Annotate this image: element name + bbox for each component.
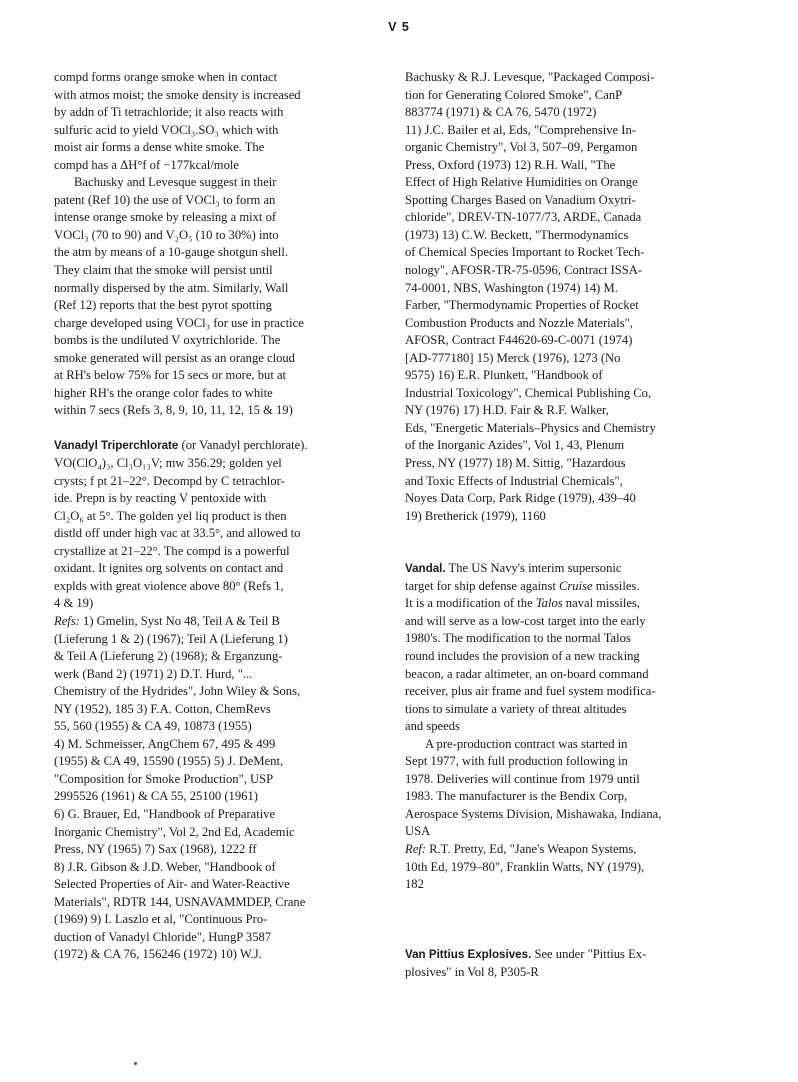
text-line: [AD-777180] 15) Merck (1976), 1273 (No: [405, 350, 621, 365]
text-line: (1955) & CA 49, 15590 (1955) 5) J. DeMent,: [54, 754, 284, 769]
text-line: ide. Prepn is by reacting V pentoxide with: [54, 491, 267, 506]
text-line: crysts; f pt 21–22°. Decompd by C tetrachlor-: [54, 473, 285, 488]
text-line: and will serve as a low-cost target into the early: [405, 613, 646, 628]
left-column: [54, 69, 366, 964]
text-line: A pre-production contract was started in: [425, 736, 628, 751]
text-line: Chemistry of the Hydrides", John Wiley & Sons,: [54, 684, 301, 699]
text-line: 883774 (1971) & CA 76, 5470 (1972): [405, 105, 597, 120]
text-line: 6) G. Brauer, Ed, "Handbook of Preparative: [54, 806, 276, 821]
text-line: [405, 595, 717, 613]
text-line: plosives" in Vol 8, P305-R: [405, 964, 539, 979]
text-line: Eds, "Energetic Materials–Physics and Chemistry: [405, 420, 656, 435]
text-line: 11) J.C. Bailer et al, Eds, "Comprehensive In-: [405, 122, 636, 137]
entry-title-rest: The US Navy's interim supersonic: [445, 561, 622, 576]
text-line: (1972) & CA 76, 156246 (1972) 10) W.J.: [54, 947, 262, 962]
text-line: by addn of Ti tetrachloride; it also reacts with: [54, 105, 284, 120]
text-line: werk (Band 2) (1971) 2) D.T. Hurd, "...: [54, 666, 253, 681]
italic-term: Cruise: [559, 578, 593, 593]
text-line: bombs is the undiluted V oxytrichloride. The: [54, 333, 281, 348]
text-line: Sept 1977, with full production following in: [405, 754, 628, 769]
text-line: 74-0001, NBS, Washington (1974) 14) M.: [405, 280, 618, 295]
text-line: and speeds: [405, 719, 460, 734]
entry-title: Van Pittius Explosives.: [405, 948, 532, 962]
text-line: 4 & 19): [54, 596, 94, 611]
text-line: Spotting Charges Based on Vanadium Oxytri-: [405, 192, 636, 207]
text-line: 19) Bretherick (1979), 1160: [405, 508, 546, 523]
text-line: "Composition for Smoke Production", USP: [54, 771, 274, 786]
text-line: and Toxic Effects of Industrial Chemicals",: [405, 473, 623, 488]
text-line: receiver, plus air frame and fuel system modifica-: [405, 684, 656, 699]
text-line: chloride", DREV-TN-1077/73, ARDE, Canada: [405, 210, 642, 225]
text-line: Industrial Toxicology", Chemical Publishing Co,: [405, 385, 652, 400]
text-line: USA: [405, 824, 431, 839]
page-number: V 5: [388, 20, 410, 34]
text-line: within 7 secs (Refs 3, 8, 9, 10, 11, 12, 15 & 19): [54, 403, 293, 418]
text-line: Bachusky & R.J. Levesque, "Packaged Composi-: [405, 70, 655, 84]
text-line: smoke generated will persist as an orange cloud: [54, 350, 295, 365]
text-segment: missiles.: [592, 578, 640, 593]
text-line: & Teil A (Lieferung 2) (1968); & Erganzung-: [54, 649, 283, 664]
text-line: They claim that the smoke will persist until: [54, 263, 273, 278]
text-line: VOCl₃ (70 to 90) and V₂O₅ (10 to 30%) into: [54, 227, 279, 242]
text-line: compd forms orange smoke when in contact: [54, 70, 278, 84]
text-line: NY (1976) 17) H.D. Fair & R.F. Walker,: [405, 403, 609, 418]
refs-line: [54, 613, 366, 631]
text-line: 4) M. Schmeisser, AngChem 67, 495 & 499: [54, 736, 276, 751]
text-line: charge developed using VOCl₃ for use in practice: [54, 315, 304, 330]
text-line: (1969) 9) I. Laszlo et al, "Continuous Pro-: [54, 912, 268, 927]
text-line: higher RH's the orange color fades to white: [54, 385, 273, 400]
text-line: 10th Ed, 1979–80", Franklin Watts, NY (1979),: [405, 859, 645, 874]
refs-line: [405, 841, 717, 859]
text-segment: naval missiles,: [562, 596, 640, 611]
text-line: Aerospace Systems Division, Mishawaka, Indiana,: [405, 806, 662, 821]
entry-title: Vanadyl Triperchlorate: [54, 439, 179, 453]
text-line: 1983. The manufacturer is the Bendix Corp,: [405, 789, 628, 804]
text-line: the atm by means of a 10-gauge shotgun shell.: [54, 245, 288, 260]
text-line: NY (1952), 185 3) F.A. Cotton, ChemRevs: [54, 701, 271, 716]
text-line: 8) J.R. Gibson & J.D. Weber, "Handbook of: [54, 859, 276, 874]
entry-heading-line: [54, 437, 366, 455]
text-line: 9575) 16) E.R. Plunkett, "Handbook of: [405, 368, 603, 383]
text-line: oxidant. It ignites org solvents on contact and: [54, 561, 284, 576]
italic-term: Talos: [535, 596, 563, 611]
text-line: crystallize at 21–22°. The compd is a powerful: [54, 543, 290, 558]
text-line: tion for Generating Colored Smoke", CanP: [405, 87, 623, 102]
refs-label: Refs:: [54, 613, 80, 628]
text-line: Press, Oxford (1973) 12) R.H. Wall, "The: [405, 157, 616, 172]
text-line: beacon, a radar altimeter, an on-board command: [405, 666, 649, 681]
text-line: (1973) 13) C.W. Beckett, "Thermodynamics: [405, 227, 629, 242]
text-line: VO(ClO₄)₃, Cl₃O₁₃V; mw 356.29; golden yel: [54, 456, 282, 471]
text-line: intense orange smoke by releasing a mixt of: [54, 210, 277, 225]
text-line: Selected Properties of Air- and Water-Reactive: [54, 877, 290, 892]
text-line: normally dispersed by the atm. Similarly, Wall: [54, 280, 289, 295]
text-line: moist air forms a dense white smoke. The: [54, 140, 265, 155]
text-line: Farber, "Thermodynamic Properties of Rocket: [405, 298, 639, 313]
text-line: Noyes Data Corp, Park Ridge (1979), 439–40: [405, 491, 636, 506]
text-line: compd has a ΔH°f of −177kcal/mole: [54, 157, 239, 172]
entry-heading-line: [405, 560, 717, 578]
text-line: [405, 578, 717, 596]
text-line: Inorganic Chemistry", Vol 2, 2nd Ed, Academic: [54, 824, 295, 839]
text-line: Bachusky and Levesque suggest in their: [74, 175, 277, 190]
entry-heading-line: [405, 946, 717, 964]
text-line: 2995526 (1961) & CA 55, 25100 (1961): [54, 789, 258, 804]
text-line: nology", AFOSR-TR-75-0596, Contract ISSA-: [405, 263, 643, 278]
entry-title: Vandal.: [405, 562, 446, 576]
text-line: at RH's below 75% for 15 secs or more, but at: [54, 368, 287, 383]
ref-text: R.T. Pretty, Ed, "Jane's Weapon Systems,: [425, 841, 637, 856]
text-line: duction of Vanadyl Chloride", HungP 3587: [54, 929, 272, 944]
text-line: 1978. Deliveries will continue from 1979 until: [405, 771, 640, 786]
entry-title-rest: See under "Pittius Ex-: [531, 947, 647, 962]
text-line: AFOSR, Contract F44620-69-C-0071 (1974): [405, 333, 633, 348]
text-line: Combustion Products and Nozzle Materials",: [405, 315, 633, 330]
text-line: of the Inorganic Azides", Vol 1, 43, Plenum: [405, 438, 625, 453]
text-line: with atmos moist; the smoke density is increased: [54, 87, 301, 102]
text-segment: It is a modification of the: [405, 596, 536, 611]
scan-speck: [134, 1062, 137, 1065]
entry-title-rest: (or Vanadyl perchlorate).: [178, 438, 308, 453]
text-line: 1980's. The modification to the normal Talos: [405, 631, 631, 646]
text-line: Cl₂O₆ at 5°. The golden yel liq product is then: [54, 508, 287, 523]
text-line: patent (Ref 10) the use of VOCl₃ to form an: [54, 192, 276, 207]
text-line: distld off under high vac at 33.5°, and allowed to: [54, 526, 301, 541]
text-line: Press, NY (1965) 7) Sax (1968), 1222 ff: [54, 842, 257, 857]
text-line: tions to simulate a variety of threat altitudes: [405, 701, 627, 716]
text-line: Effect of High Relative Humidities on Orange: [405, 175, 638, 190]
text-segment: target for ship defense against: [405, 578, 559, 593]
text-line: sulfuric acid to yield VOCl₃.SO₃ which with: [54, 122, 279, 137]
text-line: Materials", RDTR 144, USNAVAMMDEP, Crane: [54, 894, 306, 909]
refs-text: 1) Gmelin, Syst No 48, Teil A & Teil B: [79, 613, 280, 628]
ref-label: Ref:: [405, 841, 426, 856]
text-line: (Ref 12) reports that the best pyrot spotting: [54, 298, 272, 313]
text-line: 55, 560 (1955) & CA 49, 10873 (1955): [54, 719, 252, 734]
text-line: organic Chemistry", Vol 3, 507–09, Pergamon: [405, 140, 638, 155]
text-line: of Chemical Species Important to Rocket Tech-: [405, 245, 645, 260]
text-line: (Lieferung 1 & 2) (1967); Teil A (Lieferung 1): [54, 631, 288, 646]
text-line: Press, NY (1977) 18) M. Sittig, "Hazardous: [405, 456, 626, 471]
text-line: explds with great violence above 80° (Refs 1,: [54, 578, 284, 593]
text-line: round includes the provision of a new tracking: [405, 648, 640, 663]
text-line: 182: [405, 877, 424, 892]
right-column: [405, 69, 717, 981]
